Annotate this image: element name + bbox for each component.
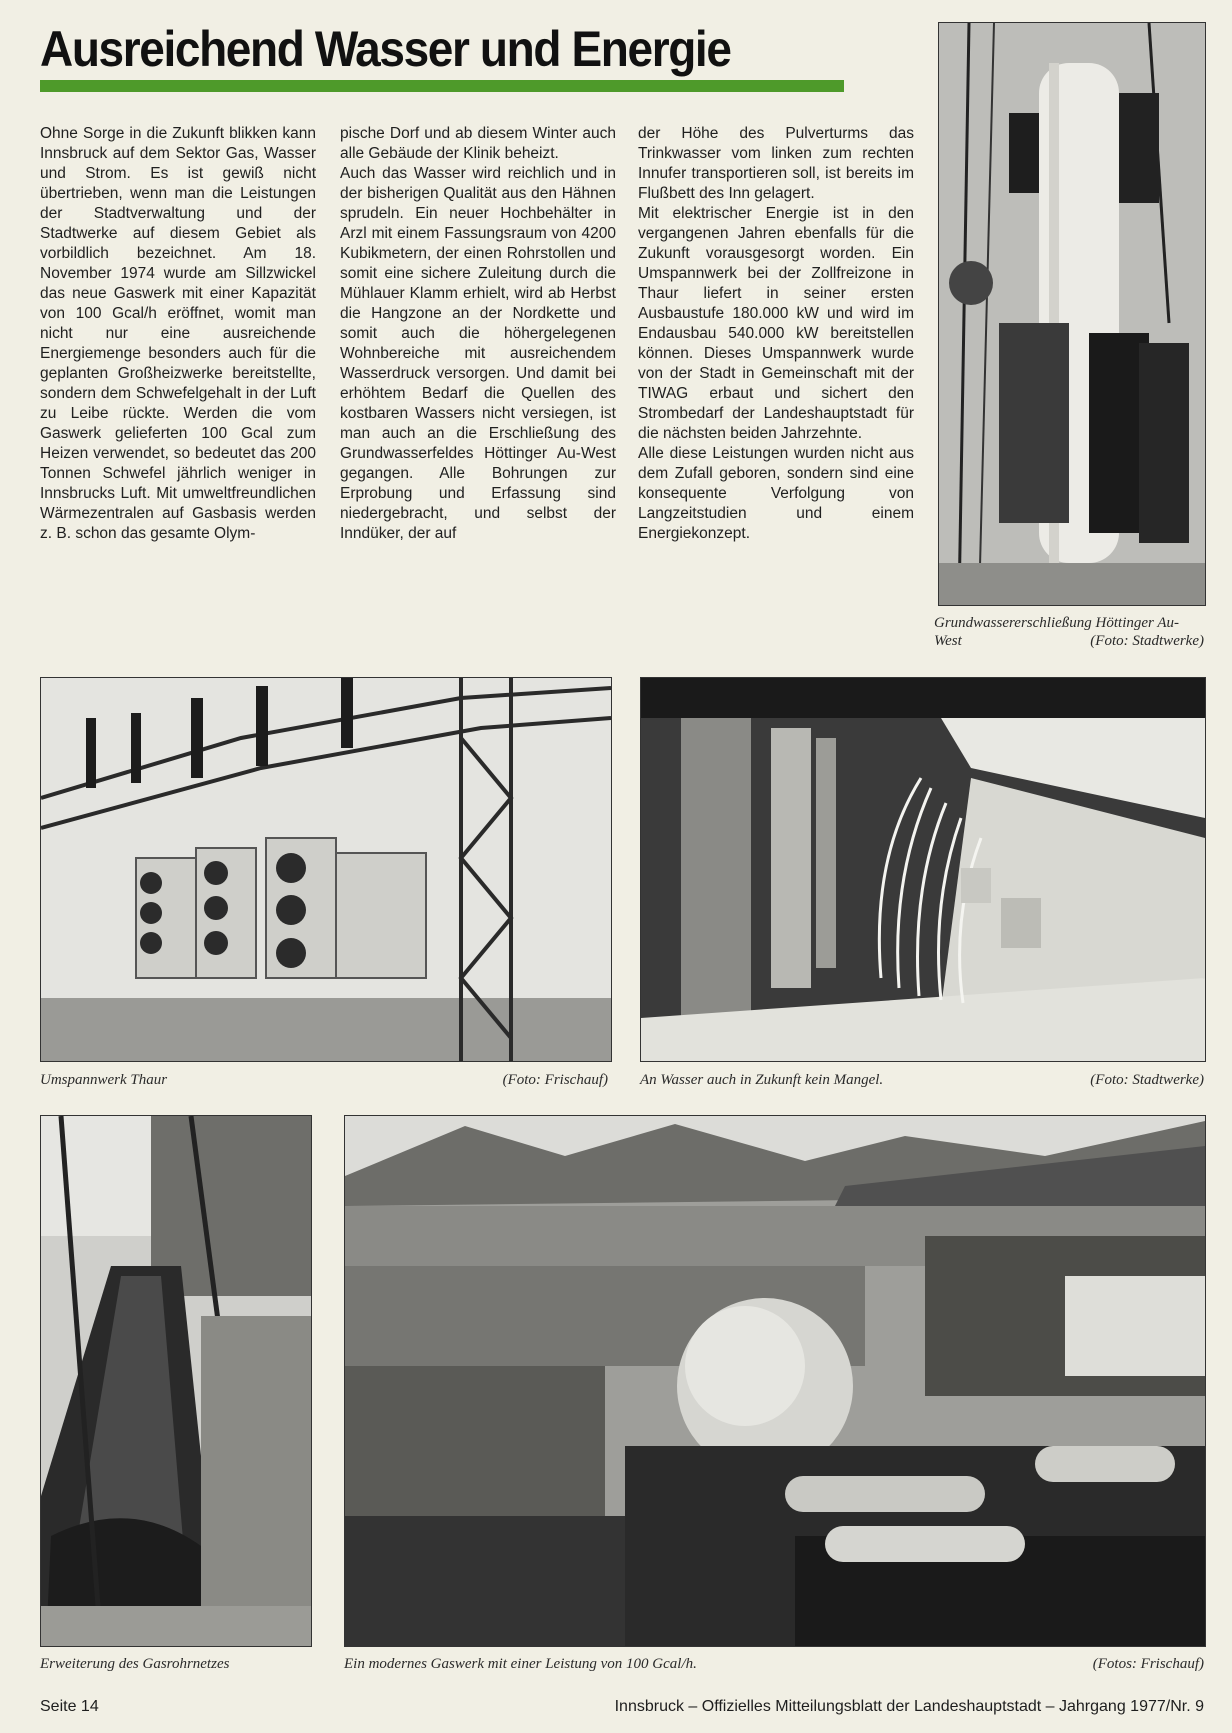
column-3-paragraph-2: Mit elektrischer Energie ist in den vergangenen Jahren ebenfalls für die Zukunft vorausgesorgt worden. Ein Umspannwerk bei der Zollfreizone in Thaur liefert in seiner ersten Ausbaustufe 180.000 kW und wird im Endausbau 540.000 kW bereitstellen können. Dieses Umspannwerk wurde von der Stadt in Gemeinschaft mit der TIWAG erbaut und sichert den Strombedarf der Landeshauptstadt für die nächsten beiden Jahrzehnte. bbox=[638, 205, 914, 442]
credit-water: (Foto: Stadtwerke) bbox=[1090, 1072, 1204, 1088]
caption-water: An Wasser auch in Zukunft kein Mangel. bbox=[640, 1072, 884, 1088]
article-title: Ausreichend Wasser und Energie bbox=[40, 21, 731, 77]
column-2-paragraph-1: pische Dorf und ab diesem Winter auch alle Gebäude der Klinik beheizt. bbox=[340, 125, 616, 162]
credit-gasworks: (Fotos: Frischauf) bbox=[1092, 1656, 1204, 1672]
publication-line: Innsbruck – Offizielles Mitteilungsblatt der Landeshauptstadt – Jahrgang 1977/Nr. 9 bbox=[614, 1698, 1204, 1715]
caption-groundwater-text: Grundwassererschließung Höttinger Au-West bbox=[934, 615, 1179, 649]
photo-water-reservoir bbox=[640, 677, 1206, 1062]
column-2-paragraph-2: Auch das Wasser wird reichlich und in der bisherigen Qualität aus den Hähnen sprudeln. Ein neuer Hochbehälter in Arzl mit einem Fassungsraum von 4200 Kubikmetern, der einen Rohrstollen und somit eine sichere Zuleitung durch die Mühlauer Klamm erhielt, wird ab Herbst die Hangzone an der Nordkette und somit auch die höhergelegenen Wohnbereiche mit ausreichendem Wasserdruck versorgen. Und damit bei erhöhtem Bedarf die Quellen des kostbaren Wassers nicht versiegen, ist man auch an die Erschließung des Grundwasserfeldes Höttinger Au-West gegangen. Alle Bohrungen zur Erprobung und Erfassung sind niedergebracht, und selbst der Inndüker, der auf bbox=[340, 165, 616, 542]
photo-groundwater-workers bbox=[938, 22, 1206, 606]
column-3-paragraph-1: der Höhe des Pulverturms das Trinkwasser vom linken zum rechten Innufer transportieren soll, ist bereits im Flußbett des Inn gelagert. bbox=[638, 125, 914, 202]
photo-substation-thaur bbox=[40, 677, 612, 1062]
photo-gasworks bbox=[344, 1115, 1206, 1647]
photo-gas-pipe bbox=[40, 1115, 312, 1647]
column-3-paragraph-3: Alle diese Leistungen wurden nicht aus dem Zufall geboren, sondern sind eine konsequente Verfolgung von Langzeitstudien und einem Energiekonzept. bbox=[638, 445, 914, 542]
column-1-text: Ohne Sorge in die Zukunft blikken kann Innsbruck auf dem Sektor Gas, Wasser und Strom. Es ist gewiß nicht übertrieben, wenn man die Leistungen der Stadtverwaltung und der Stadtwerke auf diesem Gebiet als vorbildlich bezeichnet. Am 18. November 1974 wurde am Sillzwickel das neue Gaswerk mit einer Kapazität von 100 Gcal/h eröffnet, womit man nicht nur eine ausreichende Energiemenge besonders auch für die geplanten Großheizwerke bereitstellte, sondern dem Schwefelgehalt in der Luft zu Leibe rückte. Werden die vom Gaswerk gelieferten 100 Gcal zum Heizen verwendet, so bedeutet das 200 Tonnen Schwefel jährlich weniger in Innsbrucks Luft. Mit umweltfreundlichen Wärmezentralen auf Gasbasis werden z. B. schon das gesamte Olym- bbox=[40, 125, 316, 542]
credit-substation: (Foto: Frischauf) bbox=[502, 1072, 608, 1088]
caption-substation: Umspannwerk Thaur bbox=[40, 1072, 168, 1088]
title-green-rule bbox=[40, 80, 844, 92]
caption-pipe: Erweiterung des Gasrohrnetzes bbox=[40, 1656, 230, 1672]
page-number: Seite 14 bbox=[40, 1698, 99, 1715]
caption-gasworks: Ein modernes Gaswerk mit einer Leistung von 100 Gcal/h. bbox=[344, 1656, 697, 1672]
article-column-1 bbox=[40, 124, 316, 544]
credit-groundwater: (Foto: Stadtwerke) bbox=[1090, 633, 1204, 649]
article-column-2 bbox=[340, 124, 616, 544]
article-column-3 bbox=[638, 124, 914, 544]
